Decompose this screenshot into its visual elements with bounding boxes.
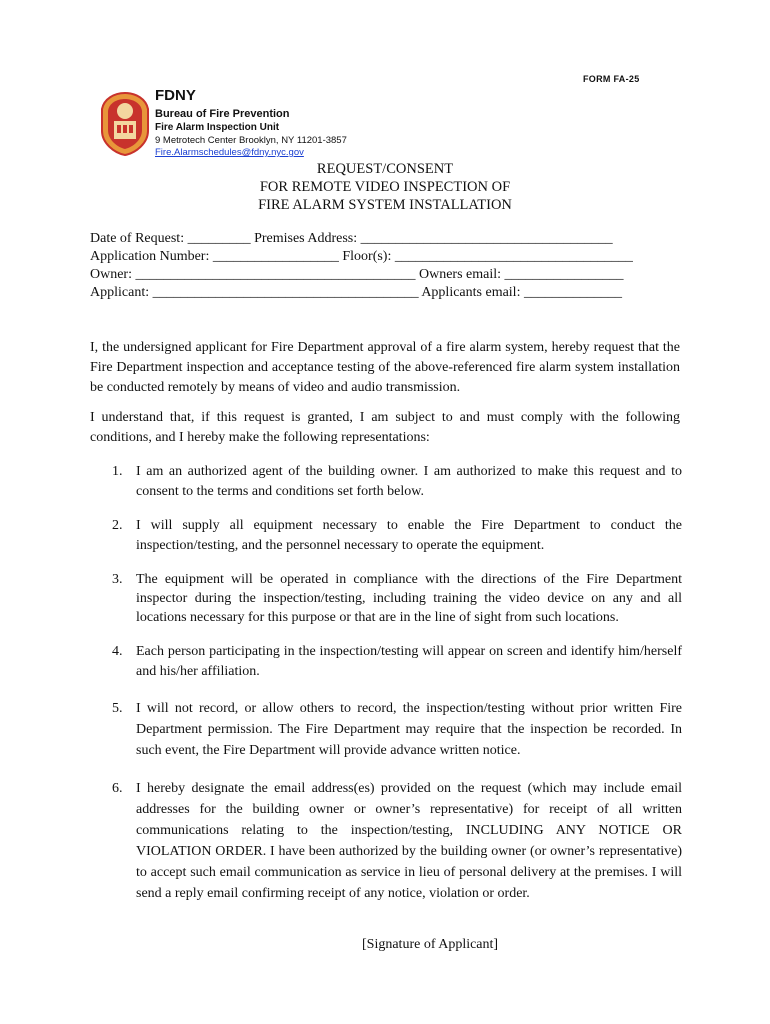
list-item-number: 3.: [112, 572, 123, 587]
form-title-line-2: FOR REMOTE VIDEO INSPECTION OF: [259, 179, 511, 195]
list-item: [112, 516, 682, 556]
agency-address: 9 Metrotech Center Brooklyn, NY 11201-3857: [155, 135, 347, 146]
field-line-date-premises[interactable]: Date of Request: _________ Premises Address: ____________________________________: [90, 231, 613, 246]
field-line-application-floors[interactable]: Application Number: __________________ Floor(s): __________________________________: [90, 249, 633, 264]
list-item: [112, 462, 682, 502]
list-item-text: I hereby designate the email address(es) provided on the request (which may include email addresses for the building owner or owner’s representative) for receipt of all written communications relating to the inspection/testing, INCLUDING ANY NOTICE OR VIOLATION ORDER. I have been authorized by the building owner (or owner’s representative) to accept such email communication as service in lieu of personal delivery at the premises. I will send a reply email confirming receipt of any notice, violation or order.: [136, 781, 682, 901]
list-item: [112, 642, 682, 682]
bureau-name: Bureau of Fire Prevention: [155, 108, 290, 120]
list-item-number: 2.: [112, 518, 123, 533]
form-code: FORM FA-25: [583, 74, 640, 84]
form-title-line-3: FIRE ALARM SYSTEM INSTALLATION: [258, 197, 512, 213]
field-line-applicant[interactable]: Applicant: ______________________________________ Applicants email: ______________: [90, 285, 622, 300]
field-line-owner[interactable]: Owner: ________________________________________ Owners email: _________________: [90, 267, 624, 282]
fdny-logo-icon: [100, 91, 150, 157]
agency-name: FDNY: [155, 87, 196, 104]
signature-label[interactable]: [Signature of Applicant]: [362, 937, 499, 952]
list-item-number: 1.: [112, 464, 123, 479]
list-item-number: 6.: [112, 781, 123, 796]
unit-name: Fire Alarm Inspection Unit: [155, 122, 280, 133]
conditions-paragraph: I understand that, if this request is granted, I am subject to and must comply with the following conditions, and I hereby make the following representations:: [90, 410, 680, 445]
list-item: [112, 570, 682, 627]
list-item-text: I will supply all equipment necessary to enable the Fire Department to conduct the inspection/testing, and the personnel necessary to operate the equipment.: [136, 518, 682, 553]
form-title-line-1: REQUEST/CONSENT: [316, 161, 454, 177]
list-item-text: I will not record, or allow others to record, the inspection/testing without prior written Fire Department permission. The Fire Department may require that the inspection be recorded. In such event, the Fire Department will provide advance written notice.: [136, 701, 682, 758]
list-item-text: Each person participating in the inspection/testing will appear on screen and identify him/herself and his/her affiliation.: [136, 644, 682, 679]
list-item-number: 4.: [112, 644, 123, 659]
list-item-number: 5.: [112, 701, 123, 716]
agency-email-link[interactable]: Fire.Alarmschedules@fdny.nyc.gov: [155, 147, 304, 158]
list-item-text: I am an authorized agent of the building owner. I am authorized to make this request and to consent to the terms and conditions set forth below.: [136, 464, 682, 499]
intro-paragraph: I, the undersigned applicant for Fire Department approval of a fire alarm system, hereby request that the Fire Department inspection and acceptance testing of the above-referenced fire alarm system installation be conducted remotely by means of video and audio transmission.: [90, 340, 680, 395]
list-item: [112, 778, 682, 904]
list-item-text: The equipment will be operated in compliance with the directions of the Fire Department inspector during the inspection/testing, including training the video device on any and all locations necessary for this purpose or that are in the line of sight from such locations.: [136, 572, 682, 625]
list-item: [112, 698, 682, 761]
